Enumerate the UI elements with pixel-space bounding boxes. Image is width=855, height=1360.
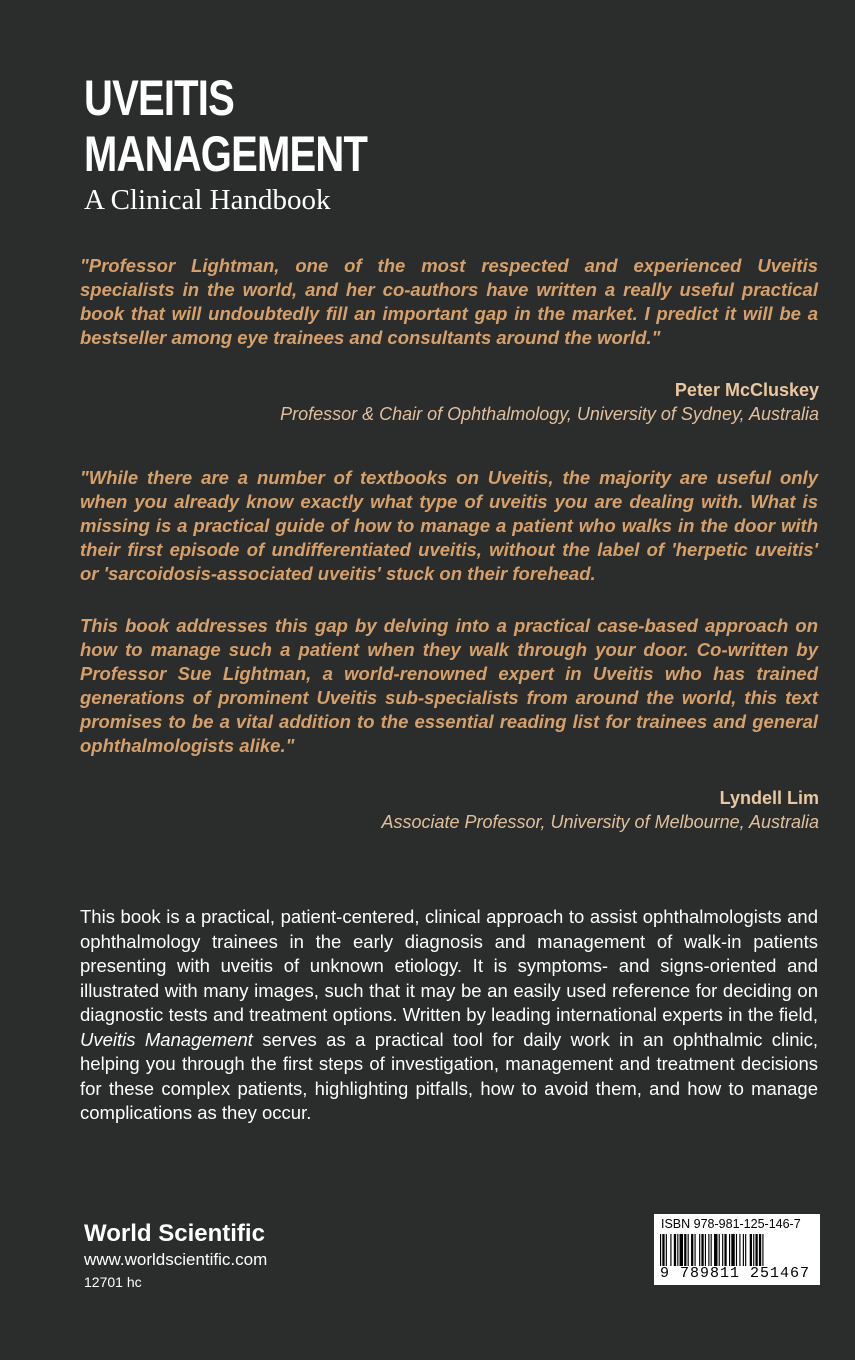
book-description (80, 905, 818, 1126)
book-title (84, 70, 367, 182)
endorser-name-2: Lyndell Lim (719, 788, 819, 808)
product-code: 12701 hc (84, 1274, 142, 1290)
title-line-2: MANAGEMENT (84, 126, 368, 182)
isbn-label: ISBN 978-981-125-146-7 (661, 1217, 801, 1231)
publisher-name: World Scientific (84, 1220, 265, 1247)
endorser-role-2: Associate Professor, University of Melbourne, Australia (381, 812, 819, 832)
barcode-number: 9 789811 251467 (660, 1266, 814, 1282)
description-book-title: Uveitis Management (80, 1028, 253, 1050)
publisher-url: www.worldscientific.com (84, 1250, 268, 1269)
description-text-b: serves as a practical tool for daily work in an ophthalmic clinic, helping you through the first steps of investigation, management and treatment decisions for these complex patients, highlighting pitfalls, how to avoid them, and how to manage complications as they occur. (80, 1028, 818, 1123)
endorsement-quote-2-para-1: "While there are a number of textbooks on Uveitis, the majority are useful only when you already know exactly what type of uveitis you are dealing with. What is missing is a practical guide of how to manage a patient who walks in the door with their first episode of undifferentiated uveitis, without the label of 'herpetic uveitis' or 'sarcoidosis-associated uveitis' stuck on their forehead. (80, 467, 818, 584)
title-line-1: UVEITIS (84, 70, 234, 126)
book-subtitle: A Clinical Handbook (84, 184, 331, 216)
endorsement-quote-1: "Professor Lightman, one of the most respected and experienced Uveitis specialists in the world, and her co-authors have written a really useful practical book that will undoubtedly fill an important gap in the market. I predict it will be a bestseller among eye trainees and consultants around the world." (80, 255, 818, 348)
description-text-a: This book is a practical, patient-centered, clinical approach to assist ophthalmologists and ophthalmology trainees in the early diagnosis and management of walk-in patients presenting with uveitis of unknown etiology. It is symptoms- and signs-oriented and illustrated with many images, such that it may be an easily used reference for deciding on diagnostic tests and treatment options. Written by leading international experts in the field, (80, 906, 818, 1025)
endorser-name-1: Peter McCluskey (674, 380, 819, 400)
endorsement-quote-2-para-2: This book addresses this gap by delving into a practical case-based approach on how to manage such a patient when they walk through your door. Co-written by Professor Sue Lightman, a world-renowned expert in Uveitis who has trained generations of prominent Uveitis sub-specialists from around the world, this text promises to be a vital addition to the essential reading list for trainees and general ophthalmologists alike." (80, 615, 818, 756)
endorser-role-1: Professor & Chair of Ophthalmology, University of Sydney, Australia (280, 404, 819, 424)
isbn-barcode (654, 1214, 820, 1285)
